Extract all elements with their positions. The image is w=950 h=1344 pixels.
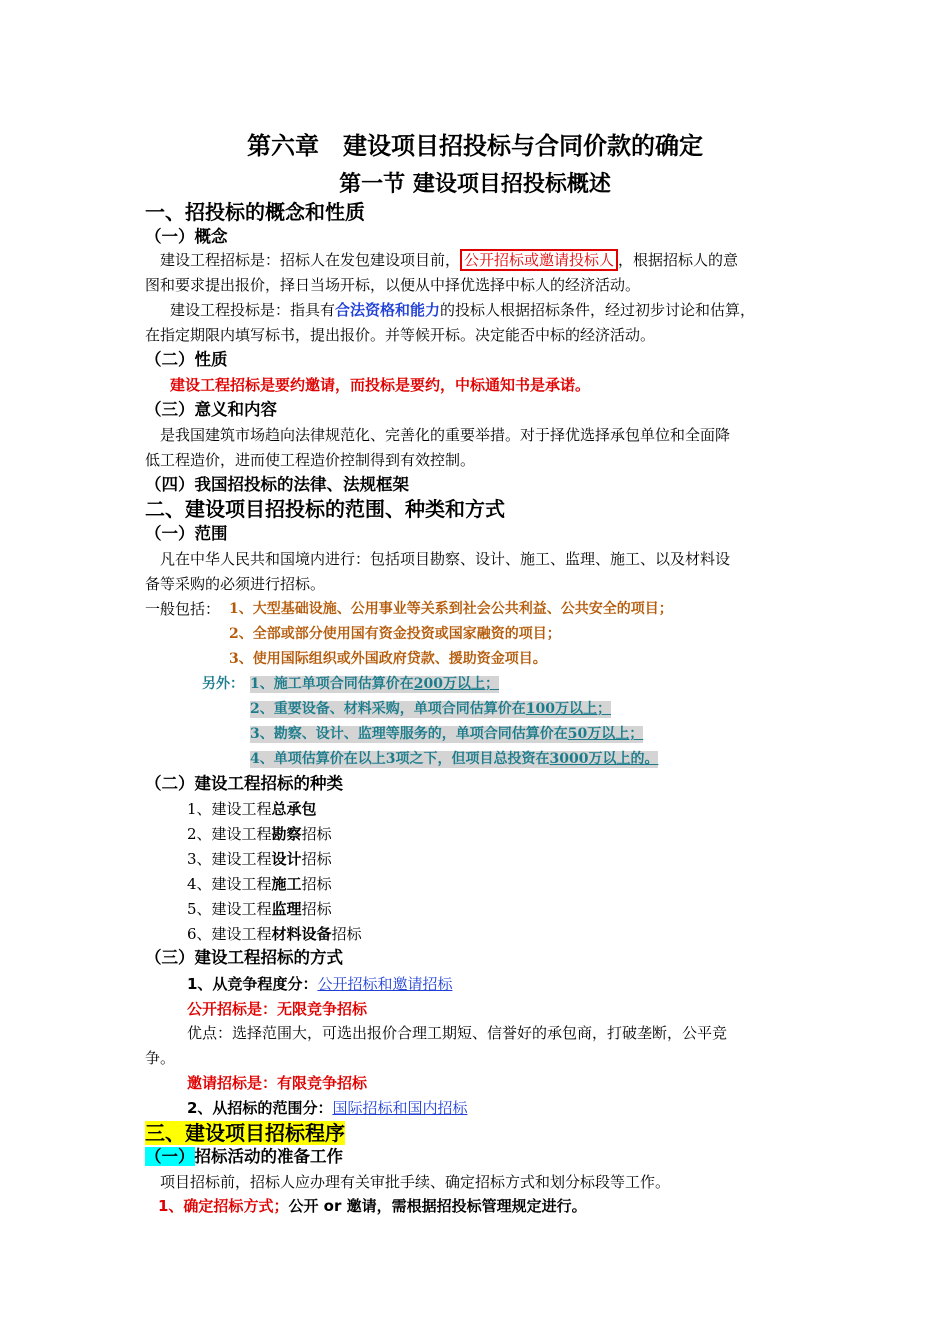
advantages-line-1: 优点：选择范围大，可选出报价合理工期短、信誉好的承包商，打破垄断，公平竞 bbox=[187, 1024, 728, 1042]
extra-item-text: 4、单项估算价在以上3项之下，但项目总投资在 bbox=[250, 751, 550, 767]
concept-bid-text-tail: ，根据招标人的意 bbox=[618, 251, 739, 269]
type-prefix: 4、建设工程 bbox=[187, 875, 272, 893]
scope-line-1: 凡在中华人民共和国境内进行：包括项目勘察、设计、施工、监理、施工、以及材料设 bbox=[160, 550, 731, 568]
general-prefix: 一般包括： bbox=[145, 600, 221, 618]
extra-item-amount: 200 bbox=[413, 676, 443, 692]
invite-bid-definition: 邀请招标是：有限竞争招标 bbox=[187, 1074, 368, 1092]
type-suffix: 招标 bbox=[331, 925, 362, 943]
type-item bbox=[187, 925, 362, 943]
type-keyword: 施工 bbox=[271, 875, 302, 893]
chapter-title: 第六章 建设项目招投标与合同价款的确定 bbox=[247, 132, 703, 160]
type-prefix: 2、建设工程 bbox=[187, 825, 272, 843]
extra-item-text: 3、勘察、设计、监理等服务的，单项合同估算价在 bbox=[250, 726, 568, 742]
type-suffix: 招标 bbox=[301, 900, 332, 918]
subheading-concept: （一）概念 bbox=[145, 227, 228, 246]
concept-tender-text: 建设工程投标是：指具有 bbox=[170, 301, 336, 319]
concept-bid-text: 建设工程招标是：招标人在发包建设项目前， bbox=[160, 251, 461, 269]
subheading-types: （二）建设工程招标的种类 bbox=[145, 774, 343, 793]
type-keyword: 勘察 bbox=[271, 825, 302, 843]
concept-bid-line-2: 图和要求提出报价，择日当场开标，以便从中择优选择中标人的经济活动。 bbox=[145, 276, 641, 294]
method-1-label: 1、从竞争程度分： bbox=[187, 975, 318, 993]
type-item bbox=[187, 875, 332, 893]
type-prefix: 1、建设工程 bbox=[187, 800, 272, 818]
type-item bbox=[187, 800, 317, 818]
type-prefix: 3、建设工程 bbox=[187, 850, 272, 868]
type-keyword: 材料设备 bbox=[271, 925, 332, 943]
method-2-link[interactable]: 国际招标和国内招标 bbox=[332, 1099, 468, 1117]
extra-item-unit: 万以上； bbox=[442, 676, 499, 692]
preparation-text: 项目招标前，招标人应办理有关审批手续、确定招标方式和划分标段等工作。 bbox=[160, 1173, 671, 1191]
type-item bbox=[187, 850, 332, 868]
extra-item-text: 2、重要设备、材料采购，单项合同估算价在 bbox=[250, 701, 526, 717]
subheading-scope: （一）范围 bbox=[145, 524, 228, 543]
type-suffix: 招标 bbox=[301, 875, 332, 893]
heading-one: 一、招投标的概念和性质 bbox=[145, 200, 365, 224]
subheading-nature: （二）性质 bbox=[145, 350, 228, 369]
extra-item-amount: 100 bbox=[525, 701, 555, 717]
extra-item-unit: 万以上的。 bbox=[588, 751, 659, 767]
method-1 bbox=[187, 975, 452, 993]
open-bid-definition: 公开招标是：无限竞争招标 bbox=[187, 1000, 368, 1018]
meaning-line-1: 是我国建筑市场趋向法律规范化、完善化的重要举措。对于择优选择承包单位和全面降 bbox=[160, 426, 731, 444]
general-item: 2、全部或部分使用国有资金投资或国家融资的项目； bbox=[229, 626, 561, 642]
extra-item-text: 1、施工单项合同估算价在 bbox=[250, 676, 414, 692]
extra-item-unit: 万以上； bbox=[587, 726, 644, 742]
general-item: 3、使用国际组织或外国政府贷款、援助资金项目。 bbox=[229, 651, 547, 667]
highlight-qualification: 合法资格和能力 bbox=[335, 301, 441, 319]
nature-text: 建设工程招标是要约邀请，而投标是要约，中标通知书是承诺。 bbox=[170, 376, 591, 394]
extra-item bbox=[250, 751, 658, 768]
subheading-law: （四）我国招投标的法律、法规框架 bbox=[145, 475, 409, 494]
extra-item bbox=[250, 726, 643, 743]
confirm-method-line bbox=[158, 1197, 587, 1215]
highlight-open-bid: 公开招标或邀请投标人 bbox=[460, 249, 618, 271]
extra-item-amount: 3000 bbox=[549, 751, 589, 767]
type-prefix: 5、建设工程 bbox=[187, 900, 272, 918]
subheading-methods: （三）建设工程招标的方式 bbox=[145, 948, 343, 967]
concept-tender-line-2: 在指定期限内填写标书，提出报价。并等候开标。决定能否中标的经济活动。 bbox=[145, 326, 656, 344]
type-keyword: 总承包 bbox=[271, 800, 317, 818]
concept-tender-text-tail: 的投标人根据招标条件，经过初步讨论和估算， bbox=[440, 301, 756, 319]
meaning-line-2: 低工程造价，进而使工程造价控制得到有效控制。 bbox=[145, 451, 476, 469]
type-keyword: 监理 bbox=[271, 900, 302, 918]
type-keyword: 设计 bbox=[271, 850, 302, 868]
subheading-meaning: （三）意义和内容 bbox=[145, 400, 277, 419]
type-suffix: 招标 bbox=[301, 850, 332, 868]
type-prefix: 6、建设工程 bbox=[187, 925, 272, 943]
extra-item bbox=[250, 701, 611, 718]
heading-two: 二、建设项目招投标的范围、种类和方式 bbox=[145, 497, 505, 521]
concept-tender-line-1 bbox=[170, 301, 755, 319]
extra-item-amount: 50 bbox=[567, 726, 588, 742]
concept-bid-line-1 bbox=[160, 251, 738, 269]
method-1-link[interactable]: 公开招标和邀请招标 bbox=[317, 975, 453, 993]
subheading-preparation-text: 招标活动的准备工作 bbox=[194, 1147, 343, 1166]
section-title: 第一节 建设项目招投标概述 bbox=[339, 172, 611, 197]
subheading-preparation bbox=[145, 1147, 343, 1167]
type-suffix: 招标 bbox=[301, 825, 332, 843]
extra-item-unit: 万以上； bbox=[554, 701, 611, 717]
confirm-method-text: 公开 or 邀请，需根据招投标管理规定进行。 bbox=[288, 1197, 587, 1215]
type-item bbox=[187, 900, 332, 918]
heading-three-text: 三、建设项目招标程序 bbox=[145, 1121, 345, 1145]
extra-item bbox=[250, 676, 499, 693]
scope-line-2: 备等采购的必须进行招标。 bbox=[145, 575, 326, 593]
method-2-label: 2、从招标的范围分： bbox=[187, 1099, 333, 1117]
extra-prefix: 另外： bbox=[202, 676, 244, 692]
subheading-preparation-number: （一） bbox=[145, 1147, 195, 1166]
advantages-line-2: 争。 bbox=[145, 1049, 176, 1067]
heading-three bbox=[145, 1121, 345, 1145]
type-item bbox=[187, 825, 332, 843]
confirm-method-label: 1、确定招标方式； bbox=[158, 1197, 289, 1215]
general-item: 1、大型基础设施、公用事业等关系到社会公共利益、公共安全的项目； bbox=[229, 601, 673, 617]
method-2 bbox=[187, 1099, 467, 1117]
